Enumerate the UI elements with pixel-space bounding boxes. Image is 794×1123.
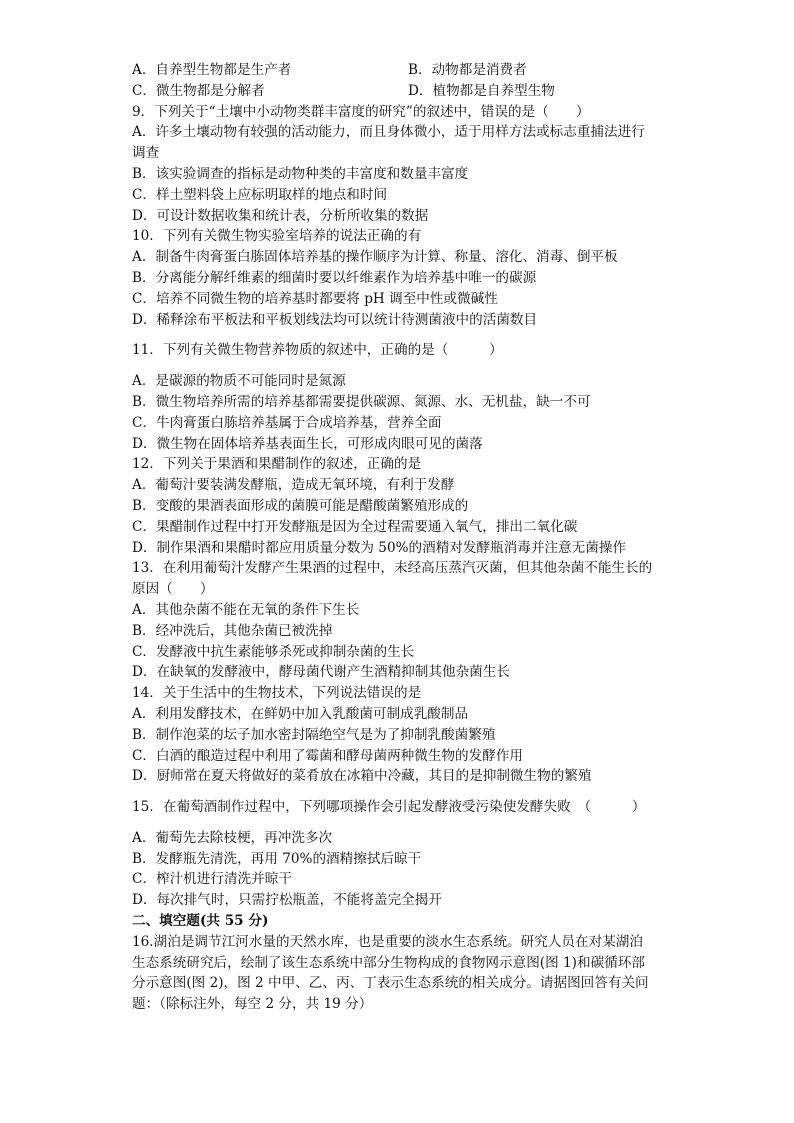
q8-option-c: C．微生物都是分解者 [132,82,265,99]
q16-line1: 16.湖泊是调节江河水量的天然水库，也是重要的淡水生态系统。研究人员在对某湖泊 [132,933,643,950]
q13-option-c: C．发酵液中抗生素能够杀死或抑制杂菌的生长 [132,643,415,660]
q14-option-b: B．制作泡菜的坛子加水密封隔绝空气是为了抑制乳酸菌繁殖 [132,726,496,743]
q15-option-c: C．榨汁机进行清洗并晾干 [132,871,292,888]
q9-option-a-line2: 调查 [132,145,160,162]
q13-stem-line2: 原因（ ） [132,581,214,598]
q14-option-a: A．利用发酵技术，在鲜奶中加入乳酸菌可制成乳酸制品 [132,705,469,722]
q10-option-b: B．分离能分解纤维素的细菌时要以纤维素作为培养基中唯一的碳源 [132,269,537,286]
q8-option-b: B．动物都是消费者 [408,62,527,78]
q8-option-d: D．植物都是自养型生物 [408,82,555,99]
q12-option-c: C．果醋制作过程中打开发酵瓶是因为全过程需要通入氧气，排出二氧化碳 [132,518,578,535]
q16-line3: 分示意图(图 2)，图 2 中甲、乙、丙、丁表示生态系统的相关成分。请据图回答有关问 [132,975,649,992]
q9-option-b: B．该实验调查的指标是动物种类的丰富度和数量丰富度 [132,165,469,182]
q11-option-a: A．是碳源的物质不可能同时是氮源 [132,373,346,390]
q9-option-a-line1: A．许多土壤动物有较强的活动能力，而且身体微小，适于用样方法或标志重捕法进行 [132,124,645,141]
q11-option-d: D．微生物在固体培养基表面生长，可形成肉眼可见的菌落 [132,435,483,452]
q13-option-b: B．经冲洗后，其他杂菌已被洗掉 [132,622,333,639]
q13-option-a: A．其他杂菌不能在无氧的条件下生长 [132,601,360,618]
exam-page [132,60,662,1015]
q12-option-d: D．制作果酒和果醋时都应用质量分数为 50%的酒精对发酵瓶消毒并注意无菌操作 [132,539,627,556]
q14-stem: 14．关于生活中的生物技术，下列说法错误的是 [132,685,422,702]
q10-stem: 10．下列有关微生物实验室培养的说法正确的有 [132,228,422,245]
q12-option-a: A．葡萄汁要装满发酵瓶，造成无氧环境，有利于发酵 [132,477,455,494]
q9-option-c: C．样土塑料袋上应标明取样的地点和时间 [132,186,388,203]
section-2-title: 二、填空题(共 55 分) [132,913,269,930]
q8-option-a: A．自养型生物都是生产者 [132,62,292,78]
q9-option-d: D．可设计数据收集和统计表，分析所收集的数据 [132,207,429,224]
q16-line4: 题：（除标注外，每空 2 分，共 19 分） [132,996,373,1013]
q11-option-c: C．牛肉膏蛋白胨培养基属于合成培养基，营养全面 [132,414,442,431]
q15-stem: 15．在葡萄酒制作过程中，下列哪项操作会引起发酵液受污染使发酵失败 （ ） [132,799,646,816]
q10-option-c: C．培养不同微生物的培养基时都要将 pH 调至中性或微碱性 [132,290,498,307]
q8-options-row-1 [132,60,662,81]
q12-stem: 12．下列关于果酒和果醋制作的叙述，正确的是 [132,456,422,473]
q10-option-a: A．制备牛肉膏蛋白胨固体培养基的操作顺序为计算、称量、溶化、消毒、倒平板 [132,249,618,266]
q15-option-d: D．每次排气时，只需拧松瓶盖，不能将盖完全揭开 [132,892,442,909]
q13-stem-line1: 13．在利用葡萄汁发酵产生果酒的过程中，未经高压蒸汽灭菌，但其他杂菌不能生长的 [132,560,653,577]
q16-line2: 生态系统研究后，绘制了该生态系统中部分生物构成的食物网示意图(图 1)和碳循环部 [132,954,645,971]
q15-option-b: B．发酵瓶先清洗，再用 70%的酒精擦拭后晾干 [132,850,422,867]
q9-stem: 9．下列关于“土壤中小动物类群丰富度的研究”的叙述中，错误的是（ ） [132,103,590,120]
q14-option-c: C．白酒的酿造过程中利用了霉菌和酵母菌两种微生物的发酵作用 [132,747,524,764]
q8-options-row-2 [132,81,662,102]
q14-option-d: D．厨师常在夏天将做好的菜肴放在冰箱中冷藏，其目的是抑制微生物的繁殖 [132,768,592,785]
q12-option-b: B．变酸的果酒表面形成的菌膜可能是醋酸菌繁殖形成的 [132,497,469,514]
q11-option-b: B．微生物培养所需的培养基都需要提供碳源、氮源、水、无机盐，缺一不可 [132,393,591,410]
q13-option-d: D．在缺氧的发酵液中，酵母菌代谢产生酒精抑制其他杂菌生长 [132,664,510,681]
q10-option-d: D．稀释涂布平板法和平板划线法均可以统计待测菌液中的活菌数目 [132,311,538,328]
q11-stem: 11．下列有关微生物营养物质的叙述中，正确的是（ ） [132,342,503,359]
q15-option-a: A．葡萄先去除枝梗，再冲洗多次 [132,829,333,846]
